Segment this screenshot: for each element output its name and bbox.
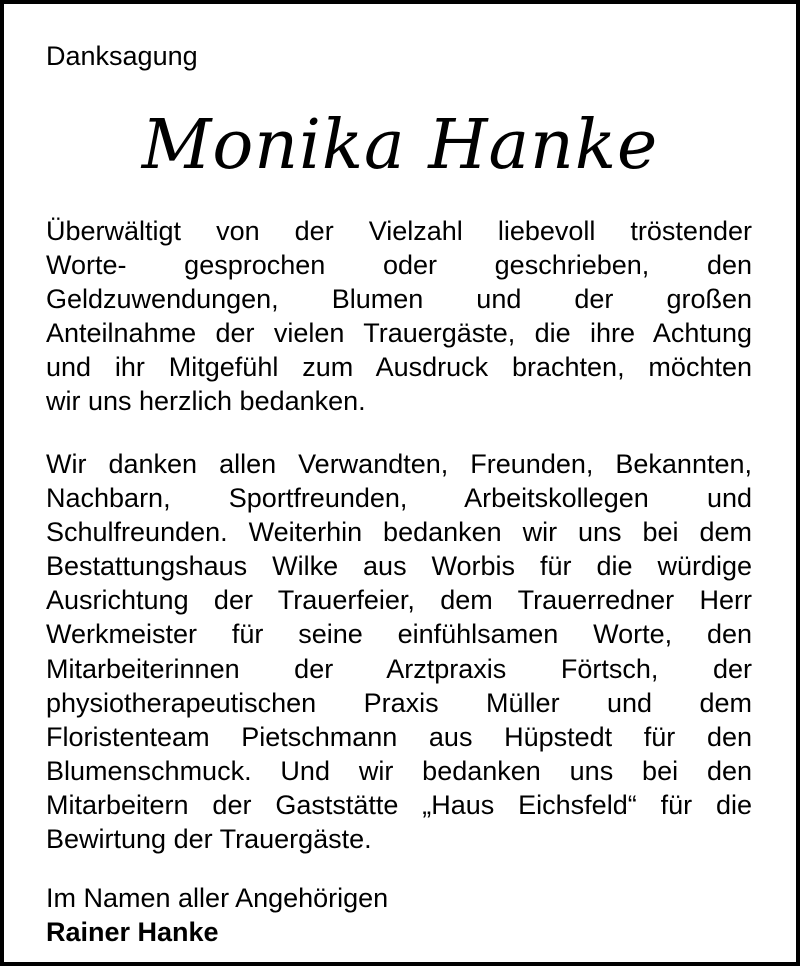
paragraph-line: Geldzuwendungen, Blumen und der großen <box>46 284 752 315</box>
paragraph-line: Bewirtung der Trauergäste. <box>46 824 372 855</box>
paragraph-line: wir uns herzlich bedanken. <box>46 386 366 417</box>
paragraph-line: Werkmeister für seine einfühlsamen Worte, den <box>46 619 752 650</box>
paragraph-line: Schulfreunden. Weiterhin bedanken wir uns bei dem <box>46 517 752 548</box>
paragraph-line: Floristenteam Pietschmann aus Hüpstedt für den <box>46 721 752 752</box>
signature-intro: Im Namen aller Angehörigen <box>46 883 389 913</box>
paragraph-line: und ihr Mitgefühl zum Ausdruck brachten, möchten <box>46 352 752 383</box>
signature-name: Rainer Hanke <box>46 917 219 947</box>
paragraph-line: Bestattungshaus Wilke aus Worbis für die würdige <box>46 551 752 582</box>
deceased-name: Monika Hanke <box>141 106 659 185</box>
thanks-paragraph-2 <box>46 447 752 856</box>
paragraph-line: physiotherapeutischen Praxis Müller und dem <box>46 687 752 718</box>
thanks-paragraph-1 <box>46 214 752 419</box>
paragraph-line: Überwältigt von der Vielzahl liebevoll tröstender <box>46 216 752 246</box>
paragraph-line: Anteilnahme der vielen Trauergäste, die ihre Achtung <box>46 318 752 349</box>
notice-heading: Danksagung <box>46 41 198 71</box>
paragraph-line: Worte- gesprochen oder geschrieben, den <box>46 250 752 281</box>
paragraph-line: Wir danken allen Verwandten, Freunden, Bekannten, <box>46 449 752 479</box>
paragraph-line: Mitarbeitern der Gaststätte „Haus Eichsfeld“ für die <box>46 789 752 820</box>
paragraph-line: Mitarbeiterinnen der Arztpraxis Förtsch, der <box>46 653 752 684</box>
paragraph-line: Nachbarn, Sportfreunden, Arbeitskollegen und <box>46 483 752 514</box>
paragraph-line: Blumenschmuck. Und wir bedanken uns bei den <box>46 755 752 786</box>
paragraph-line: Ausrichtung der Trauerfeier, dem Trauerredner Herr <box>46 585 752 616</box>
